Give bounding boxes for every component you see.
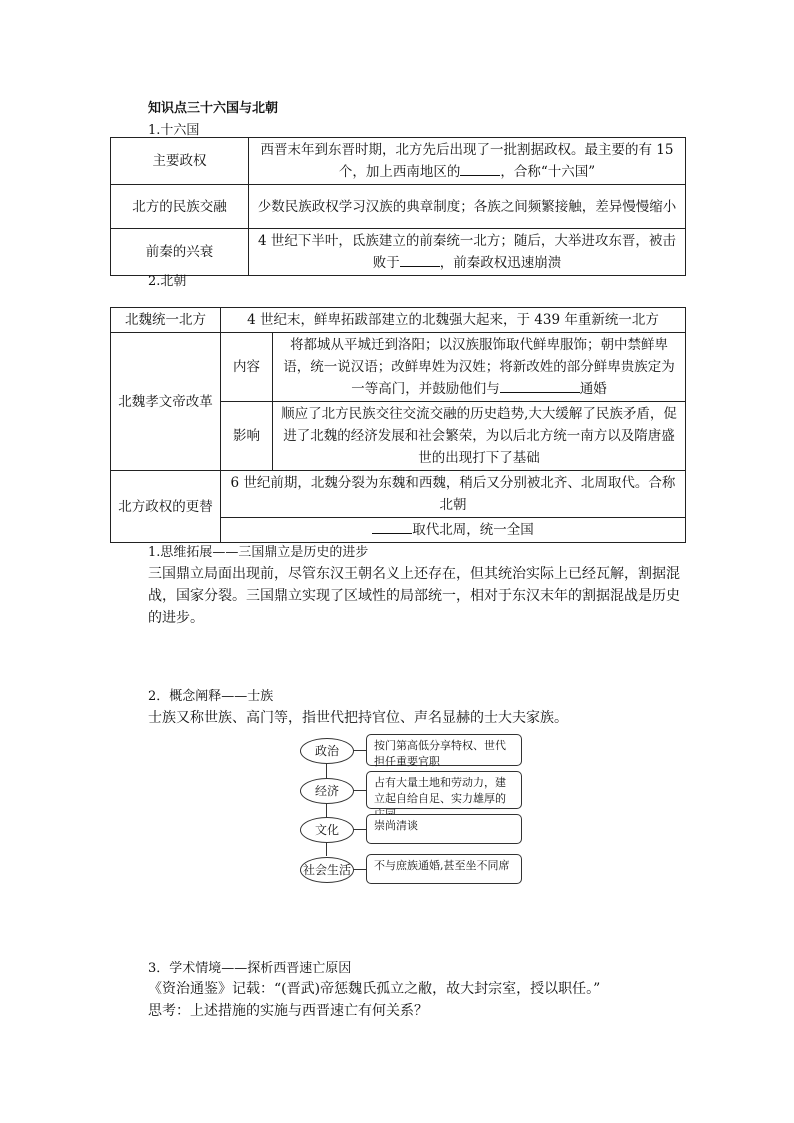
- diagram-connector: [352, 750, 366, 751]
- row-label: 北魏孝文帝改革: [111, 333, 221, 471]
- row-content: 4 世纪末，鲜卑拓跋部建立的北魏强大起来，于 439 年重新统一北方: [221, 308, 686, 333]
- ext2-body: 士族又称世族、高门等，指世代把持官位、声名显赫的士大夫家族。: [148, 710, 568, 726]
- table-row: [111, 229, 686, 276]
- sub-label: 内容: [221, 333, 273, 402]
- description-box: 崇尚清谈: [366, 814, 522, 844]
- content-text: ，合称“十六国”: [500, 164, 596, 180]
- row-content: [273, 333, 686, 402]
- diagram-connector: [352, 869, 366, 870]
- section-title: 知识点三十六国与北朝: [148, 101, 279, 116]
- diagram-connector: [352, 790, 366, 791]
- row-label: 北方的民族交融: [111, 185, 249, 229]
- row-label: 主要政权: [111, 138, 249, 185]
- content-text: 4 世纪下半叶，氐族建立的前秦统一北方；随后，大举进攻东晋，被击败于: [258, 233, 676, 271]
- row-content: [249, 138, 686, 185]
- table-row: [111, 185, 686, 229]
- sixteen-kingdoms-table: [110, 137, 686, 276]
- part2-heading: 2.北朝: [148, 274, 187, 289]
- description-box: 按门第高低分享特权、世代担任重要官职: [366, 734, 522, 766]
- northern-dynasties-table: [110, 307, 686, 543]
- ext3-heading: 3．学术情境——探析西晋速亡原因: [148, 961, 352, 976]
- category-oval: 经济: [300, 778, 354, 804]
- ext1-heading: 1.思维拓展——三国鼎立是历史的进步: [148, 545, 369, 560]
- description-box: 不与庶族通婚,甚至坐不同席: [366, 854, 522, 884]
- table-row: [111, 308, 686, 333]
- description-box: 占有大量土地和劳动力，建立起自给自足、实力雄厚的: [366, 771, 522, 809]
- fill-blank: [460, 161, 500, 176]
- fill-blank: [372, 519, 412, 534]
- content-text: 通婚: [579, 381, 607, 397]
- content-text: 取代北周，统一全国: [412, 522, 534, 538]
- row-content: 顺应了北方民族交往交流交融的历史趋势,大大缓解了民族矛盾，促进了北魏的经济发展和社会繁荣，为以后北方统一南方以及隋唐盛世的出现打下了基础: [273, 402, 686, 471]
- content-text: 西晋末年到东晋时期，北方先后出现了一批割据政权。最主要的有 15 个，加上西南地区的: [260, 142, 674, 180]
- row-label: 北魏统一北方: [111, 308, 221, 333]
- category-oval: 文化: [300, 817, 354, 843]
- row-content: [221, 518, 686, 543]
- sub-label: 影响: [221, 402, 273, 471]
- row-label: 前秦的兴衰: [111, 229, 249, 276]
- ext3-question: 思考：上述措施的实施与西晋速亡有何关系？: [148, 1003, 428, 1019]
- diagram-connector: [352, 829, 366, 830]
- row-label: 北方政权的更替: [111, 471, 221, 543]
- category-oval: 社会生活: [300, 857, 354, 883]
- ext1-body: 三国鼎立局面出现前，尽管东汉王朝名义上还存在，但其统治实际上已经瓦解，割据混战，国家分裂。三国鼎立实现了区域性的局部统一，相对于东汉末年的割据混战是历史的进步。: [148, 566, 680, 626]
- row-content: [249, 229, 686, 276]
- table-row: [111, 333, 686, 402]
- row-content: 少数民族政权学习汉族的典章制度；各族之间频繁接触，差异慢慢缩小: [249, 185, 686, 229]
- table-row: [111, 138, 686, 185]
- ext3-quote: 《资治通鉴》记载：“(晋武)帝惩魏氏孤立之敝，故大封宗室，授以职任。”: [148, 981, 601, 997]
- content-text: 将都城从平城迁到洛阳；以汉族服饰取代鲜卑服饰；朝中禁鲜卑语，统一说汉语；改鲜卑姓为汉姓；将新改姓的部分鲜卑贵族定为一等高门，并鼓励他们与: [283, 337, 675, 397]
- row-content: 6 世纪前期，北魏分裂为东魏和西魏，稍后又分别被北齐、北周取代。合称北朝: [221, 471, 686, 518]
- fill-blank: [500, 378, 580, 393]
- table-row: [111, 471, 686, 518]
- category-oval: 政治: [300, 738, 354, 764]
- part1-heading: 1.十六国: [148, 123, 200, 138]
- fill-blank: [400, 252, 440, 267]
- content-text: ，前秦政权迅速崩溃: [439, 255, 562, 271]
- ext2-heading: 2．概念阐释——士族: [148, 689, 274, 704]
